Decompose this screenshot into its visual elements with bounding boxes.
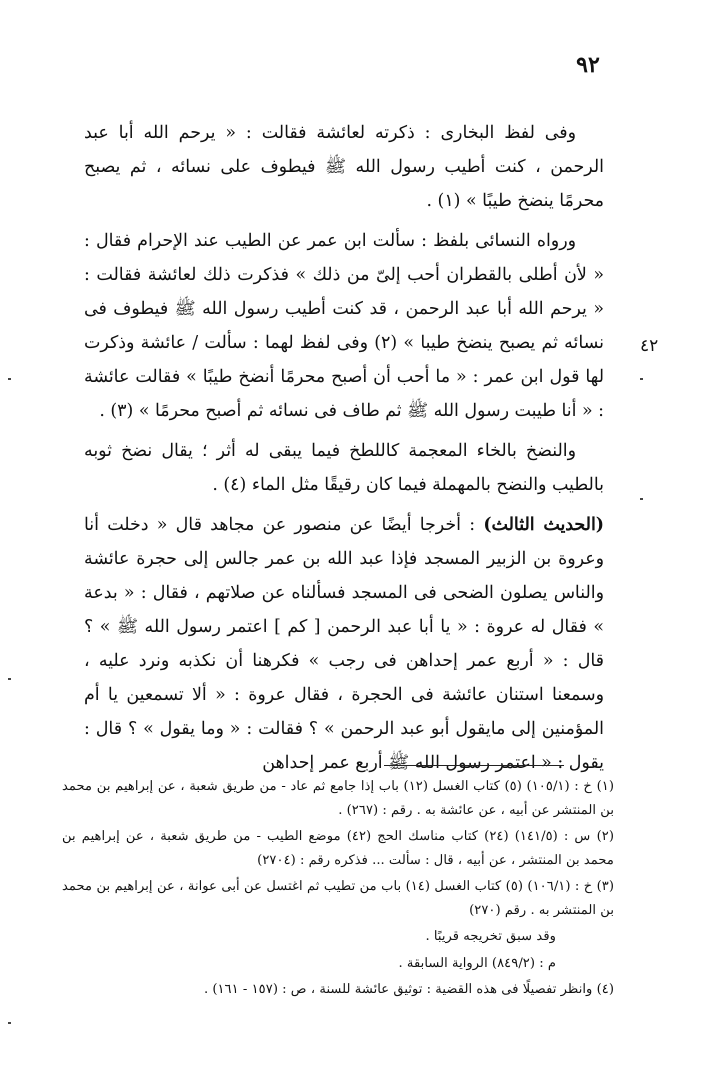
footnote-1: (١) خ : (١٠٥/١) (٥) كتاب الغسل (١٢) باب إذا جامع ثم عاد - من طريق شعبة ، عن إبراهيم بن محمد بن المنتشر عن أبيه ، عن عائشة به . رقم : (٢٦٧) . (62, 779, 614, 818)
page-number: ٩٢ (576, 52, 600, 78)
scan-speck (640, 498, 643, 500)
hadith-text: : أخرجا أيضًا عن منصور عن مجاهد قال « دخلت أنا وعروة بن الزبير المسجد فإذا عبد الله بن عمر جالس إلى حجرة عائشة والناس يصلون الضحى فى المسجد فسألناه عن صلاتهم ، فقال : « بدعة » فقال له عروة : « يا أبا عبد الرحمن [ كم ] اعتمر رسول الله ﷺ » ؟ قال : « أربع عمر إحداهن فى رجب » فكرهنا أن نكذبه ونرد عليه ، وسمعنا استنان عائشة فى الحجرة ، فقال عروة : « ألا تسمعين يا أم المؤمنين إلى مايقول أبو عبد الرحمن » ؟ فقالت : « وما يقول » ؟ قال : يقول : « اعتمر رسول الله ﷺ أربع عمر إحداهن (84, 515, 604, 773)
paragraph-nasai: ورواه النسائى بلفظ : سألت ابن عمر عن الطيب عند الإحرام فقال : « لأن أطلى بالقطران أحب إلىّ من ذلك » فذكرت ذلك لعائشة فقالت : « يرحم الله أبا عبد الرحمن ، قد كنت أطيب رسول الله ﷺ فيطوف فى نسائه ثم يصبح ينضخ طيبا » (٢) وفى لفظ لهما : سألت / عائشة وذكرت لها قول ابن عمر : « ما أحب أن أصبح محرمًا أنضخ طيبًا » فقالت عائشة : « أنا طيبت رسول الله ﷺ ثم طاف فى نسائه ثم أصبح محرمًا » (٣) . (84, 231, 604, 421)
hadith-heading: (الحديث الثالث) (483, 515, 605, 535)
margin-page-reference: ٤٢ (640, 336, 659, 356)
footnote-3-muslim: م : (٨٤٩/٢) الرواية السابقة . (398, 955, 556, 971)
scan-speck (640, 378, 643, 380)
paragraph-bukhari: وفى لفظ البخارى : ذكرته لعائشة فقالت : « يرحم الله أبا عبد الرحمن ، كنت أطيب رسول الله ﷺ فيطوف على نسائه ، ثم يصبح محرمًا ينضخ طيبًا » (١) . (84, 123, 604, 211)
paragraph-nadkh-definition: والنضخ بالخاء المعجمة كاللطخ فيما يبقى له أثر ؛ يقال نضخ ثوبه بالطيب والنضح بالمهملة فيما كان رقيقًا مثل الماء (٤) . (84, 441, 604, 495)
footnotes (62, 775, 614, 1005)
footnote-3: (٣) خ : (١٠٦/١) (٥) كتاب الغسل (١٤) باب من تطيب ثم اغتسل عن أبى عوانة ، عن إبراهيم بن محمد بن المنتشر به . رقم (٢٧٠) (62, 879, 614, 918)
footnote-separator (384, 765, 564, 766)
main-text (84, 116, 604, 786)
footnote-3-note: وقد سبق تخريجه قريبًا . (425, 929, 556, 944)
scan-speck (8, 1022, 11, 1024)
scan-speck (8, 678, 11, 680)
paragraph-third-hadith (84, 508, 604, 780)
footnote-2: (٢) س : (١٤١/٥) (٢٤) كتاب مناسك الحج (٤٢) موضع الطيب - من طريق شعبة ، عن إبراهيم بن محمد بن المنتشر ، عن أبيه ، قال : سألت ... فذكره رقم : (٢٧٠٤) (62, 829, 615, 868)
scan-speck (8, 378, 11, 380)
footnote-4: (٤) وانظر تفصيلًا فى هذه القضية : توثيق عائشة للسنة ، ص : (١٥٧ - ١٦١) . (203, 982, 614, 997)
